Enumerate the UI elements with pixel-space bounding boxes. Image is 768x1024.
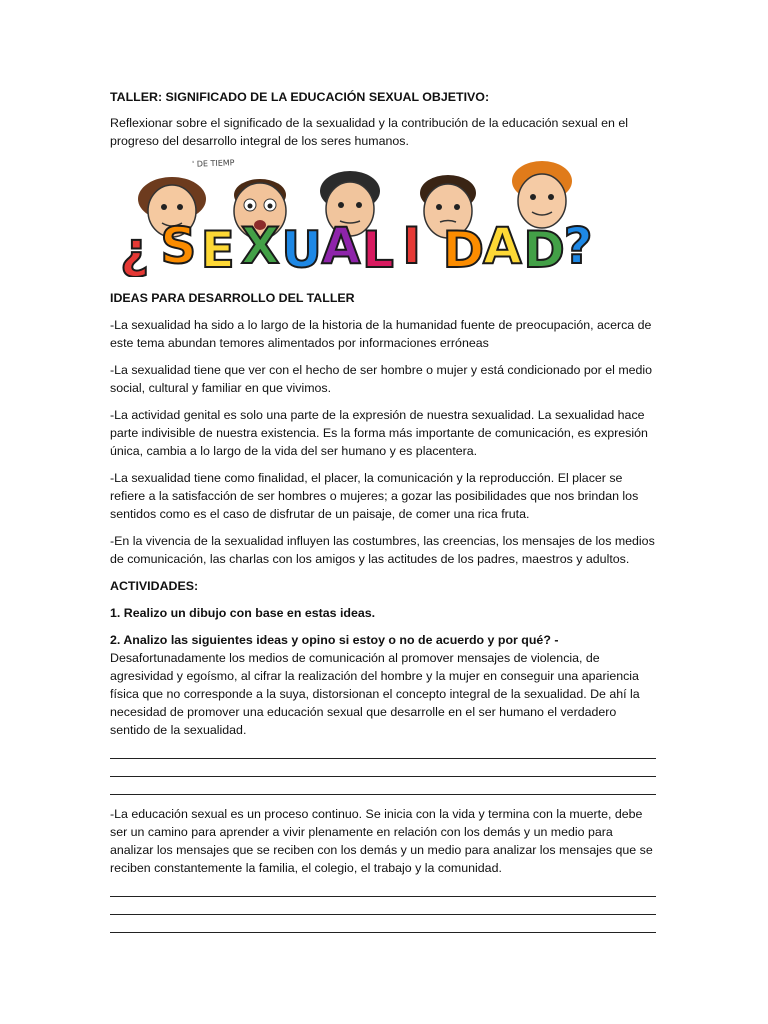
banner-illustration: [112, 159, 612, 277]
banner-letter: D: [442, 221, 485, 277]
answer-lines-2: [110, 879, 656, 933]
banner-letter: L: [362, 221, 394, 277]
banner-letter: ¿: [120, 221, 150, 277]
idea-paragraph-2: -La sexualidad tiene que ver con el hecho de ser hombre o mujer y está condicionado por el medio social, cultural y familiar en que vivimos.: [110, 363, 653, 395]
ideas-heading: IDEAS PARA DESARROLLO DEL TALLER: [110, 291, 355, 305]
document-content: [110, 88, 656, 943]
banner-letter: A: [483, 217, 522, 275]
activity-2-heading: 2. Analizo las siguientes ideas y opino si estoy o no de acuerdo y por qué? -: [110, 633, 559, 647]
banner-letter: I: [402, 217, 421, 275]
answer-line[interactable]: [110, 897, 656, 915]
banner-letter: U: [281, 221, 322, 277]
activity-1: 1. Realizo un dibujo con base en estas ideas.: [110, 606, 376, 620]
banner-letter: E: [200, 221, 235, 277]
answer-line[interactable]: [110, 879, 656, 897]
banner-letter: S: [160, 217, 197, 275]
idea-paragraph-1: -La sexualidad ha sido a lo largo de la historia de la humanidad fuente de preocupación, acerca de este tema abundan temores alimentados por informaciones erróneas: [110, 318, 652, 350]
page-title: TALLER: SIGNIFICADO DE LA EDUCACIÓN SEXUAL OBJETIVO:: [110, 90, 490, 104]
objective-text: Reflexionar sobre el significado de la sexualidad y la contribución de la educación sexual en el progreso del desarrollo integral de los seres humanos.: [110, 116, 628, 148]
banner-letter: D: [523, 221, 565, 277]
banner-letter: ?: [563, 217, 593, 275]
banner-word-letters: [120, 217, 593, 277]
answer-line[interactable]: [110, 741, 656, 759]
answer-line[interactable]: [110, 915, 656, 933]
answer-lines-1: [110, 741, 656, 795]
activity-2: [110, 631, 656, 739]
banner-caption: ' DE TIEMP: [191, 158, 235, 169]
activities-heading: ACTIVIDADES:: [110, 579, 199, 593]
answer-line[interactable]: [110, 777, 656, 795]
activity-3-text: -La educación sexual es un proceso continuo. Se inicia con la vida y termina con la muerte, debe ser un camino para aprender a vivir plenamente en relación con los demás y un medio para analizar los mensajes que se reciben con los demás y un medio para analizar los mensajes que se reciben constantemente la familia, el colegio, el trabajo y la comunidad.: [110, 807, 653, 875]
idea-paragraph-4: -La sexualidad tiene como finalidad, el placer, la comunicación y la reproducción. El placer se refiere a la satisfacción de ser hombres o mujeres; a gozar las posibilidades que nos brindan los sentidos como es el caso de disfrutar de un paisaje, de comer una rica fruta.: [110, 471, 639, 521]
sexualidad-banner-image: [112, 159, 612, 277]
answer-line[interactable]: [110, 759, 656, 777]
idea-paragraph-3: -La actividad genital es solo una parte de la expresión de nuestra sexualidad. La sexualidad hace parte indivisible de nuestra existencia. Es la forma más importante de comunicación, es expresión única, cambia a lo largo de la vida del ser humano y es placentera.: [110, 408, 648, 458]
banner-letter: A: [321, 217, 361, 275]
idea-paragraph-5: -En la vivencia de la sexualidad influyen las costumbres, las creencias, los mensajes de los medios de comunicación, las charlas con los amigos y las actitudes de los padres, maestros y adultos.: [110, 534, 655, 566]
banner-letter: X: [241, 217, 280, 275]
activity-2-text: Desafortunadamente los medios de comunicación al promover mensajes de violencia, de agresividad y egoísmo, al cifrar la realización del hombre y la mujer en conseguir una apariencia física que no corresponde a la suya, distorsionan el concepto integral de la sexualidad. De ahí la necesidad de promover una educación sexual que desarrolle en el ser humano el verdadero sentido de la sexualidad.: [110, 651, 640, 737]
